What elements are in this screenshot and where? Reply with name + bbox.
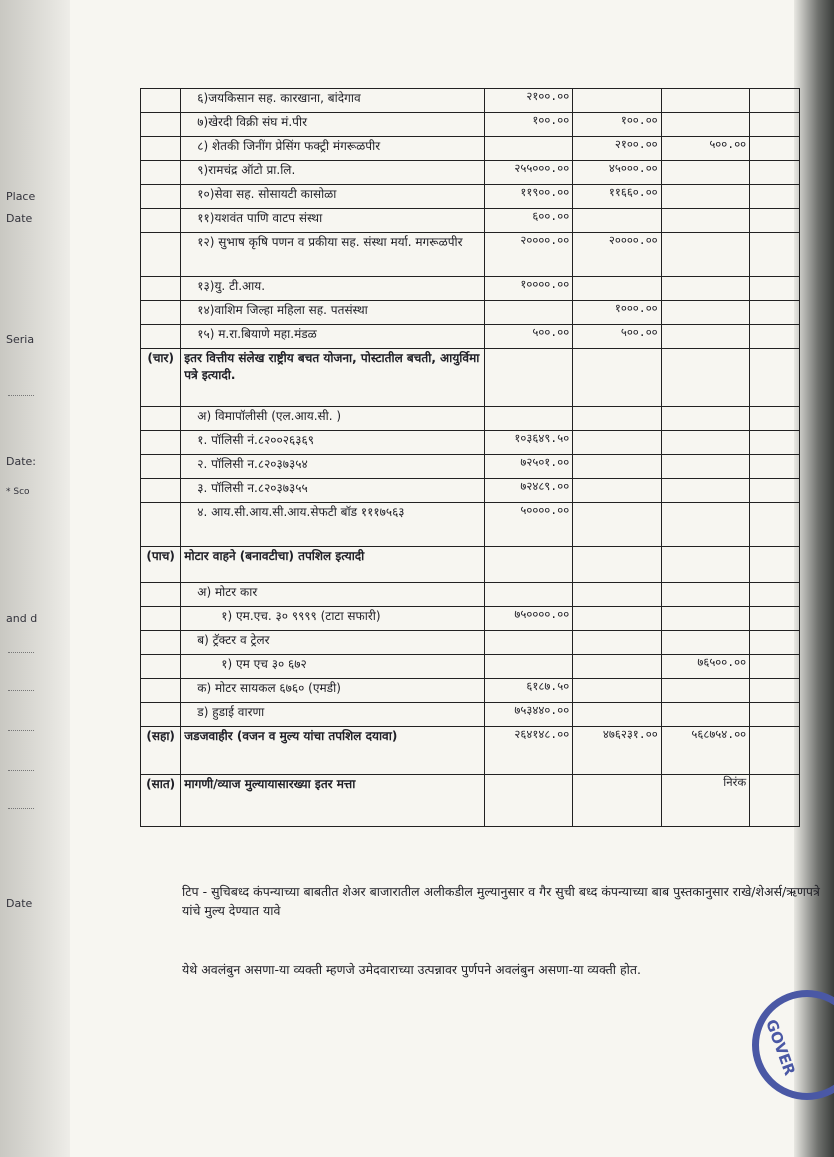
table-row	[141, 679, 800, 703]
value-col-2	[573, 631, 661, 655]
table-row	[141, 583, 800, 607]
value-col-1	[484, 407, 572, 431]
row-section-label	[141, 607, 181, 631]
value-col-1: २१००.००	[484, 89, 572, 113]
empty-col	[750, 185, 800, 209]
empty-col	[750, 89, 800, 113]
table-row	[141, 161, 800, 185]
value-col-2	[573, 607, 661, 631]
value-col-3	[661, 185, 749, 209]
left-dots	[8, 730, 34, 731]
left-dots	[8, 770, 34, 771]
table-row	[141, 455, 800, 479]
value-col-2	[573, 655, 661, 679]
value-col-2: १०००.००	[573, 301, 661, 325]
left-dots	[8, 652, 34, 653]
empty-col	[750, 547, 800, 583]
row-description: १) एम एच ३० ६७२	[181, 655, 484, 679]
table-row	[141, 503, 800, 547]
note-dependents: येथे अवलंबुन असणा-या व्यक्ती म्हणजे उमेदवाराच्या उत्पन्नावर पुर्णपने अवलंबुन असणा-या व्यक्ती होत.	[182, 962, 641, 977]
table-row	[141, 113, 800, 137]
value-col-1: २००००.००	[484, 233, 572, 277]
row-description: ब) ट्रॅक्टर व ट्रेलर	[181, 631, 484, 655]
empty-col	[750, 703, 800, 727]
table-row	[141, 407, 800, 431]
value-col-3	[661, 703, 749, 727]
value-col-3: ५००.००	[661, 137, 749, 161]
empty-col	[750, 431, 800, 455]
table-row	[141, 301, 800, 325]
value-col-3	[661, 479, 749, 503]
row-description: १) एम.एच. ३० ९९९९ (टाटा सफारी)	[181, 607, 484, 631]
empty-col	[750, 407, 800, 431]
value-col-1: ६१८७.५०	[484, 679, 572, 703]
row-description: ६)जयकिसान सह. कारखाना, बांदेगाव	[181, 89, 484, 113]
value-col-1: २५५०००.००	[484, 161, 572, 185]
value-col-1	[484, 631, 572, 655]
value-col-3	[661, 325, 749, 349]
assets-table	[140, 88, 800, 827]
table-row	[141, 631, 800, 655]
row-description: मोटार वाहने (बनावटीचा) तपशिल इत्यादी	[181, 547, 484, 583]
row-section-label	[141, 277, 181, 301]
row-description: २. पॉलिसी न.८२०३७३५४	[181, 455, 484, 479]
value-col-3	[661, 455, 749, 479]
value-col-3	[661, 431, 749, 455]
value-col-1: ६००.००	[484, 209, 572, 233]
value-col-1: ५००.००	[484, 325, 572, 349]
table-row	[141, 277, 800, 301]
value-col-3	[661, 233, 749, 277]
value-col-1: ७२४८९.००	[484, 479, 572, 503]
row-section-label: (पाच)	[141, 547, 181, 583]
row-description: जडजवाहीर (वजन व मुल्य यांचा तपशिल दयावा)	[181, 727, 484, 775]
value-col-2: ४७६२३१.००	[573, 727, 661, 775]
row-section-label	[141, 233, 181, 277]
row-section-label	[141, 431, 181, 455]
value-col-1	[484, 583, 572, 607]
row-section-label	[141, 161, 181, 185]
table-row	[141, 233, 800, 277]
value-col-2	[573, 775, 661, 827]
table-row	[141, 547, 800, 583]
row-description: ३. पॉलिसी न.८२०३७३५५	[181, 479, 484, 503]
left-dots	[8, 690, 34, 691]
left-dots	[8, 808, 34, 809]
value-col-3	[661, 161, 749, 185]
value-col-2	[573, 479, 661, 503]
value-col-1: ७५००००.००	[484, 607, 572, 631]
value-col-1: १०३६४९.५०	[484, 431, 572, 455]
row-description: ड) हुडाई वारणा	[181, 703, 484, 727]
value-col-3	[661, 89, 749, 113]
value-col-1: १००.००	[484, 113, 572, 137]
row-description: अ) मोटर कार	[181, 583, 484, 607]
empty-col	[750, 113, 800, 137]
value-col-1	[484, 137, 572, 161]
left-page-shadow	[0, 0, 70, 1157]
value-col-2	[573, 547, 661, 583]
value-col-1: ११९००.००	[484, 185, 572, 209]
row-section-label	[141, 583, 181, 607]
empty-col	[750, 583, 800, 607]
table-row	[141, 431, 800, 455]
row-section-label	[141, 679, 181, 703]
empty-col	[750, 631, 800, 655]
table-row	[141, 607, 800, 631]
table-row	[141, 209, 800, 233]
row-description: ९)रामचंद्र ऑटो प्रा.लि.	[181, 161, 484, 185]
right-page-shadow	[794, 0, 834, 1157]
value-col-2	[573, 89, 661, 113]
empty-col	[750, 727, 800, 775]
value-col-2: ११६६०.००	[573, 185, 661, 209]
value-col-1: २६४१४८.००	[484, 727, 572, 775]
row-description: १०)सेवा सह. सोसायटी कासोळा	[181, 185, 484, 209]
empty-col	[750, 137, 800, 161]
value-col-2	[573, 703, 661, 727]
value-col-1: ५००००.००	[484, 503, 572, 547]
value-col-3: निरंक	[661, 775, 749, 827]
value-col-1: ७५३४४०.००	[484, 703, 572, 727]
row-section-label	[141, 301, 181, 325]
value-col-2: १००.००	[573, 113, 661, 137]
row-section-label	[141, 655, 181, 679]
row-description: अ) विमापॉलीसी (एल.आय.सी. )	[181, 407, 484, 431]
table-row	[141, 137, 800, 161]
value-col-1	[484, 349, 572, 407]
value-col-2: २१००.००	[573, 137, 661, 161]
empty-col	[750, 325, 800, 349]
value-col-2	[573, 209, 661, 233]
value-col-3	[661, 607, 749, 631]
value-col-3: ५६८७५४.००	[661, 727, 749, 775]
value-col-1	[484, 301, 572, 325]
empty-col	[750, 301, 800, 325]
row-section-label: (सात)	[141, 775, 181, 827]
row-section-label	[141, 137, 181, 161]
empty-col	[750, 479, 800, 503]
value-col-3	[661, 503, 749, 547]
value-col-3	[661, 113, 749, 137]
empty-col	[750, 607, 800, 631]
row-description: ४. आय.सी.आय.सी.आय.सेफटी बॉड १११७५६३	[181, 503, 484, 547]
row-description: १५) म.रा.बियाणे महा.मंडळ	[181, 325, 484, 349]
row-section-label	[141, 503, 181, 547]
value-col-2	[573, 583, 661, 607]
value-col-3	[661, 407, 749, 431]
value-col-3	[661, 209, 749, 233]
government-seal-stamp: GOVER	[752, 990, 834, 1100]
value-col-3	[661, 547, 749, 583]
value-col-2	[573, 503, 661, 547]
value-col-3	[661, 349, 749, 407]
empty-col	[750, 277, 800, 301]
table-row	[141, 325, 800, 349]
row-section-label	[141, 631, 181, 655]
table-row	[141, 703, 800, 727]
value-col-1: १००००.००	[484, 277, 572, 301]
left-label-score: * Sco	[6, 487, 30, 497]
row-description: १४)वाशिम जिल्हा महिला सह. पतसंस्था	[181, 301, 484, 325]
row-section-label	[141, 455, 181, 479]
value-col-2: ४५०००.००	[573, 161, 661, 185]
empty-col	[750, 349, 800, 407]
empty-col	[750, 655, 800, 679]
row-description: १. पॉलिसी नं.८२००२६३६९	[181, 431, 484, 455]
value-col-1	[484, 547, 572, 583]
left-label-place: Place	[6, 190, 36, 203]
value-col-2	[573, 277, 661, 301]
row-description: मागणी/व्याज मुल्यायासारख्या इतर मत्ता	[181, 775, 484, 827]
empty-col	[750, 161, 800, 185]
row-section-label	[141, 185, 181, 209]
value-col-2	[573, 349, 661, 407]
row-section-label	[141, 209, 181, 233]
value-col-1	[484, 775, 572, 827]
value-col-2: ५००.००	[573, 325, 661, 349]
value-col-1: ७२५०१.००	[484, 455, 572, 479]
row-section-label	[141, 703, 181, 727]
table-row	[141, 479, 800, 503]
value-col-2	[573, 455, 661, 479]
left-label-and-d: and d	[6, 612, 38, 625]
value-col-3	[661, 277, 749, 301]
value-col-3	[661, 631, 749, 655]
empty-col	[750, 775, 800, 827]
left-label-date3: Date	[6, 897, 33, 910]
value-col-3	[661, 583, 749, 607]
value-col-3	[661, 679, 749, 703]
row-section-label	[141, 407, 181, 431]
value-col-3: ७६५००.००	[661, 655, 749, 679]
table-row	[141, 727, 800, 775]
note-tip: टिप - सुचिबध्द कंपन्याच्या बाबतीत शेअर बाजारातील अलीकडील मुल्यानुसार व गैर सुची बध्द कंपन्याच्या बाब पुस्तकानुसार राखे/शेअर्स/ऋणपत्रे यांचे मुल्य देण्यात यावे	[182, 884, 820, 918]
left-label-date: Date	[6, 212, 33, 225]
value-col-2	[573, 407, 661, 431]
row-description: क) मोटर सायकल ६७६० (एमडी)	[181, 679, 484, 703]
value-col-2	[573, 431, 661, 455]
row-description: ११)यशवंत पाणि वाटप संस्था	[181, 209, 484, 233]
row-description: इतर वित्तीय संलेख राष्ट्रीय बचत योजना, पोस्टातील बचती, आयुर्विमा पत्रे इत्यादी.	[181, 349, 484, 407]
left-label-date2: Date:	[6, 455, 36, 468]
row-description: १३)यु. टी.आय.	[181, 277, 484, 301]
value-col-1	[484, 655, 572, 679]
row-section-label: (चार)	[141, 349, 181, 407]
row-section-label	[141, 479, 181, 503]
row-description: ८) शेतकी जिनींग प्रेसिंग फक्ट्री मंगरूळपीर	[181, 137, 484, 161]
table-row	[141, 89, 800, 113]
value-col-2	[573, 679, 661, 703]
table-row	[141, 655, 800, 679]
row-section-label	[141, 113, 181, 137]
left-dots	[8, 395, 34, 396]
left-label-seria: Seria	[6, 333, 35, 346]
row-description: ७)खेरदी विक्री संघ मं.पीर	[181, 113, 484, 137]
row-section-label: (सहा)	[141, 727, 181, 775]
table-row	[141, 775, 800, 827]
row-section-label	[141, 325, 181, 349]
table-row	[141, 349, 800, 407]
value-col-3	[661, 301, 749, 325]
row-description: १२) सुभाष कृषि पणन व प्रकीया सह. संस्था मर्या. मगरूळपीर	[181, 233, 484, 277]
empty-col	[750, 209, 800, 233]
empty-col	[750, 679, 800, 703]
value-col-2: २००००.००	[573, 233, 661, 277]
empty-col	[750, 503, 800, 547]
table-row	[141, 185, 800, 209]
empty-col	[750, 455, 800, 479]
empty-col	[750, 233, 800, 277]
row-section-label	[141, 89, 181, 113]
